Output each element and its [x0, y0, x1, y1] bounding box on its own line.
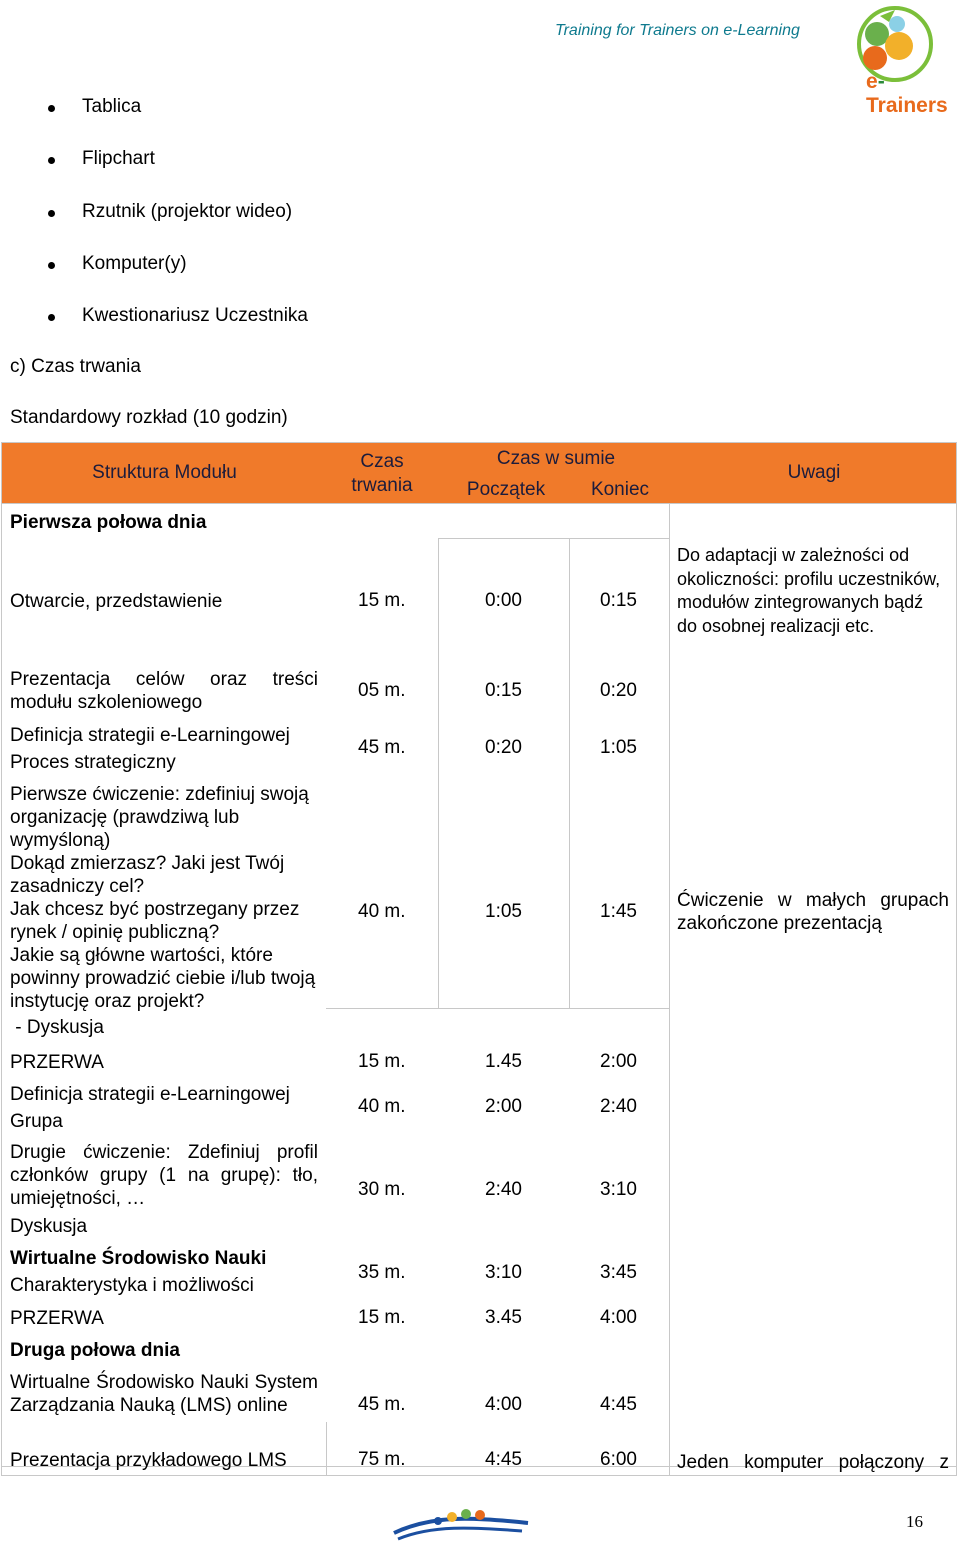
table-row-start: 0:20 [485, 737, 522, 758]
header-structure: Struktura Modułu [92, 462, 237, 483]
table-row-duration: 15 m. [358, 1307, 406, 1328]
table-row-end: 1:05 [600, 737, 637, 758]
exercise-line: Jakie są główne wartości, które powinny prowadzić ciebie i/lub twoją instytucję oraz projekt? [10, 945, 316, 1012]
table-row-structure: PRZERWA [10, 1052, 104, 1073]
table-row-end: 2:00 [600, 1051, 637, 1072]
table-row-duration: 15 m. [358, 1051, 406, 1072]
table-row-notes: Ćwiczenie w małych grupach zakończone prezentacją [677, 890, 949, 934]
table-row-duration: 30 m. [358, 1179, 406, 1200]
table-row-end: 0:20 [600, 680, 637, 701]
exercise-line: Jak chcesz być postrzegany przez rynek / opinię publiczną? [10, 899, 300, 943]
exercise-line: Dokąd zmierzasz? Jaki jest Twój zasadniczy cel? [10, 853, 285, 897]
table-row-end: 2:40 [600, 1096, 637, 1117]
table-row-structure-sub: Charakterystyka i możliwości [10, 1275, 254, 1296]
page-number: 16 [906, 1512, 923, 1531]
table-row-end: 4:00 [600, 1307, 637, 1328]
section-heading: c) Czas trwania [10, 356, 141, 377]
footer-logo [392, 1505, 532, 1545]
table-header [1, 442, 957, 504]
table-row-structure: Otwarcie, przedstawienie [10, 591, 223, 612]
table-row-notes: Do adaptacji w zależności od okoliczności: profilu uczestników, modułów zintegrowanych bądź do osobnej realizacji etc. [677, 545, 941, 636]
table-row-duration: 75 m. [358, 1449, 406, 1470]
table-row-structure [10, 783, 322, 1039]
table-row-start: 0:15 [485, 680, 522, 701]
table-row-end: 1:45 [600, 901, 637, 922]
table-row-structure: Wirtualne Środowisko Nauki System Zarządzania Nauką (LMS) online [10, 1372, 318, 1416]
table-row-structure: Prezentacja celów oraz treści modułu szkoleniowego [10, 669, 318, 713]
table-row-start: 4:45 [485, 1449, 522, 1470]
header-duration-2: trwania [351, 475, 413, 496]
table-row-structure: Prezentacja przykładowego LMS [10, 1450, 287, 1471]
bullet-icon [48, 210, 55, 217]
table-row-start: 1:05 [485, 901, 522, 922]
table-row-end: 3:10 [600, 1179, 637, 1200]
table-row-start: 2:40 [485, 1179, 522, 1200]
table-row-structure: Wirtualne Środowisko Nauki [10, 1248, 267, 1269]
list-item: Kwestionariusz Uczestnika [82, 305, 308, 329]
table-row-structure: PRZERWA [10, 1308, 104, 1329]
table-row-start: 4:00 [485, 1394, 522, 1415]
table-row-start: 0:00 [485, 590, 522, 611]
exercise-line: - Dyskusja [10, 1017, 104, 1038]
list-item: Komputer(y) [82, 253, 187, 277]
table-row-end: 3:45 [600, 1262, 637, 1283]
table-row-duration: 40 m. [358, 1096, 406, 1117]
list-item: Flipchart [82, 148, 155, 172]
table-row-duration: 15 m. [358, 590, 406, 611]
table-row-start: 2:00 [485, 1096, 522, 1117]
list-item: Rzutnik (projektor wideo) [82, 201, 292, 225]
table-row-start: 1.45 [485, 1051, 522, 1072]
header-start: Początek [466, 479, 546, 500]
table-row-end: 6:00 [600, 1449, 637, 1470]
bullet-icon [48, 157, 55, 164]
table-row-structure-sub: Grupa [10, 1111, 63, 1132]
first-half-label: Pierwsza połowa dnia [10, 512, 207, 533]
table-row-duration: 45 m. [358, 1394, 406, 1415]
header-duration-1: Czas [360, 451, 404, 472]
exercise-line: Pierwsze ćwiczenie: zdefiniuj swoją organizację (prawdziwą lub wymyśloną) [10, 784, 309, 851]
table-row-structure-sub: Dyskusja [10, 1216, 88, 1237]
table-row-duration: 05 m. [358, 680, 406, 701]
table-row-end: 4:45 [600, 1394, 637, 1415]
table-row-structure: Definicja strategii e-Learningowej [10, 725, 290, 746]
bullet-icon [48, 105, 55, 112]
table-row-start: 3.45 [485, 1307, 522, 1328]
second-half-label: Druga połowa dnia [10, 1340, 180, 1361]
list-item: Tablica [82, 96, 141, 120]
table-row-structure-sub: Proces strategiczny [10, 752, 176, 773]
table-row-notes: Jeden komputer połączony z [677, 1452, 949, 1473]
table-row-duration: 40 m. [358, 901, 406, 922]
table-row-start: 3:10 [485, 1262, 522, 1283]
header-total-time: Czas w sumie [496, 448, 616, 469]
header-end: Koniec [590, 479, 650, 500]
bullet-icon [48, 314, 55, 321]
schedule-table [1, 442, 957, 1476]
table-row-end: 0:15 [600, 590, 637, 611]
logo-wordmark: e-Trainers [866, 70, 948, 117]
table-row-duration: 45 m. [358, 737, 406, 758]
table-row-duration: 35 m. [358, 1262, 406, 1283]
schedule-label: Standardowy rozkład (10 godzin) [10, 407, 288, 428]
table-row-structure: Drugie ćwiczenie: Zdefiniuj profil członków grupy (1 na grupę): tło, umiejętności, … [10, 1142, 318, 1209]
document-header-title: Training for Trainers on e-Learning [555, 22, 800, 39]
bullet-icon [48, 262, 55, 269]
table-row-structure: Definicja strategii e-Learningowej [10, 1084, 290, 1105]
header-notes: Uwagi [787, 462, 841, 483]
